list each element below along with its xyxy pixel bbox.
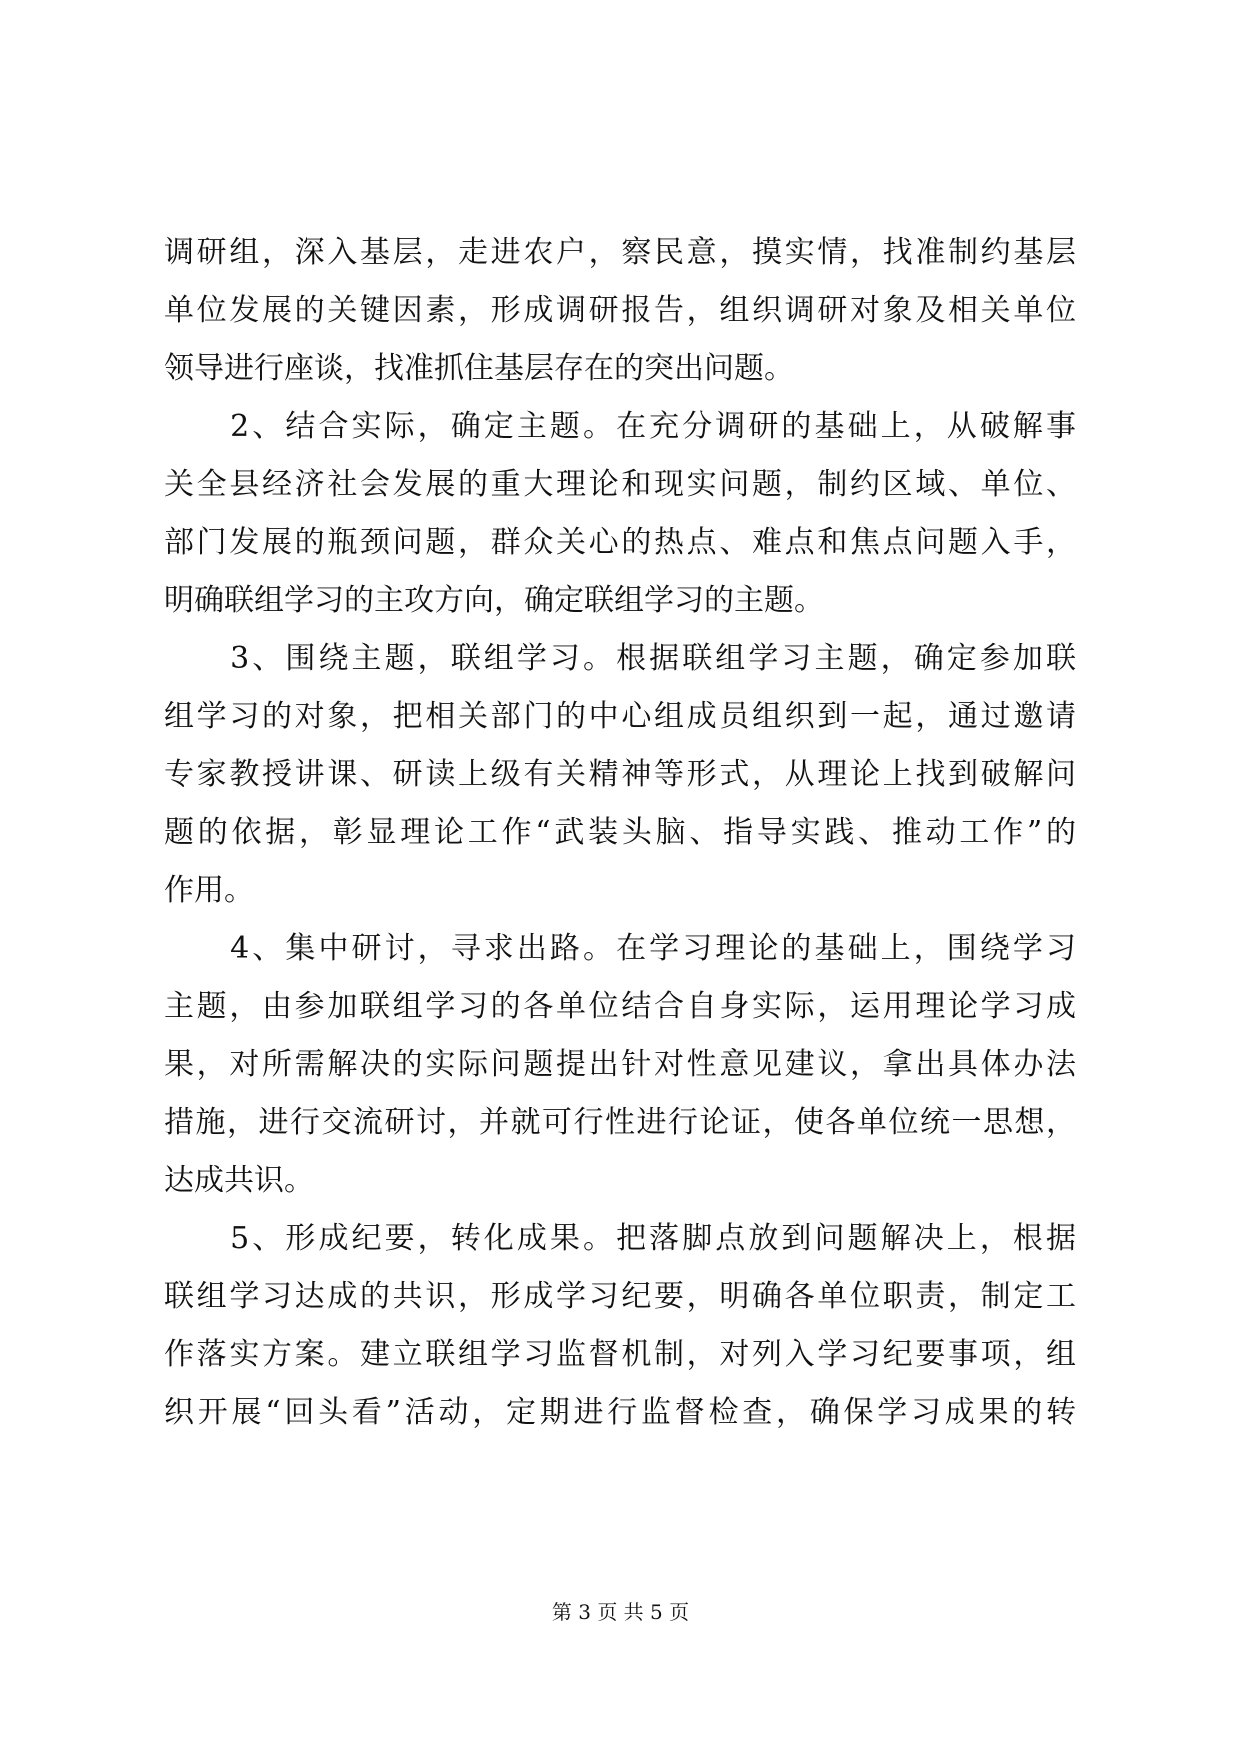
text-line: 明确联组学习的主攻方向，确定联组学习的主题。	[164, 583, 824, 618]
text-line: 关全县经济社会发展的重大理论和现实问题，制约区域、单位、	[164, 467, 1076, 502]
text-line: 调研组，深入基层，走进农户，察民意，摸实情，找准制约基层	[164, 235, 1076, 270]
text-line: 作用。	[164, 873, 254, 908]
text-line: 单位发展的关键因素，形成调研报告，组织调研对象及相关单位	[164, 293, 1076, 328]
text-line: 专家教授讲课、研读上级有关精神等形式，从理论上找到破解问	[164, 757, 1076, 792]
text-line: 5、形成纪要，转化成果。把落脚点放到问题解决上，根据	[164, 1221, 1076, 1256]
document-body	[164, 224, 1076, 1442]
text-line: 措施，进行交流研讨，并就可行性进行论证，使各单位统一思想，	[164, 1105, 1076, 1140]
text-line: 联组学习达成的共识，形成学习纪要，明确各单位职责，制定工	[164, 1279, 1076, 1314]
text-line: 达成共识。	[164, 1163, 314, 1198]
text-line: 果，对所需解决的实际问题提出针对性意见建议，拿出具体办法	[164, 1047, 1076, 1082]
text-line: 3、围绕主题，联组学习。根据联组学习主题，确定参加联	[164, 641, 1076, 676]
page-footer: 第 3 页 共 5 页	[551, 1600, 690, 1624]
text-line: 主题，由参加联组学习的各单位结合自身实际，运用理论学习成	[164, 989, 1076, 1024]
text-line: 组学习的对象，把相关部门的中心组成员组织到一起，通过邀请	[164, 699, 1076, 734]
text-line: 部门发展的瓶颈问题，群众关心的热点、难点和焦点问题入手，	[164, 525, 1076, 560]
text-line: 织开展“回头看”活动，定期进行监督检查，确保学习成果的转	[164, 1395, 1076, 1430]
text-line: 作落实方案。建立联组学习监督机制，对列入学习纪要事项，组	[164, 1337, 1076, 1372]
text-line: 领导进行座谈，找准抓住基层存在的突出问题。	[164, 351, 794, 386]
text-line: 2、结合实际，确定主题。在充分调研的基础上，从破解事	[164, 409, 1076, 444]
text-line: 4、集中研讨，寻求出路。在学习理论的基础上，围绕学习	[164, 931, 1076, 966]
text-line: 题的依据，彰显理论工作“武装头脑、指导实践、推动工作”的	[164, 815, 1076, 850]
